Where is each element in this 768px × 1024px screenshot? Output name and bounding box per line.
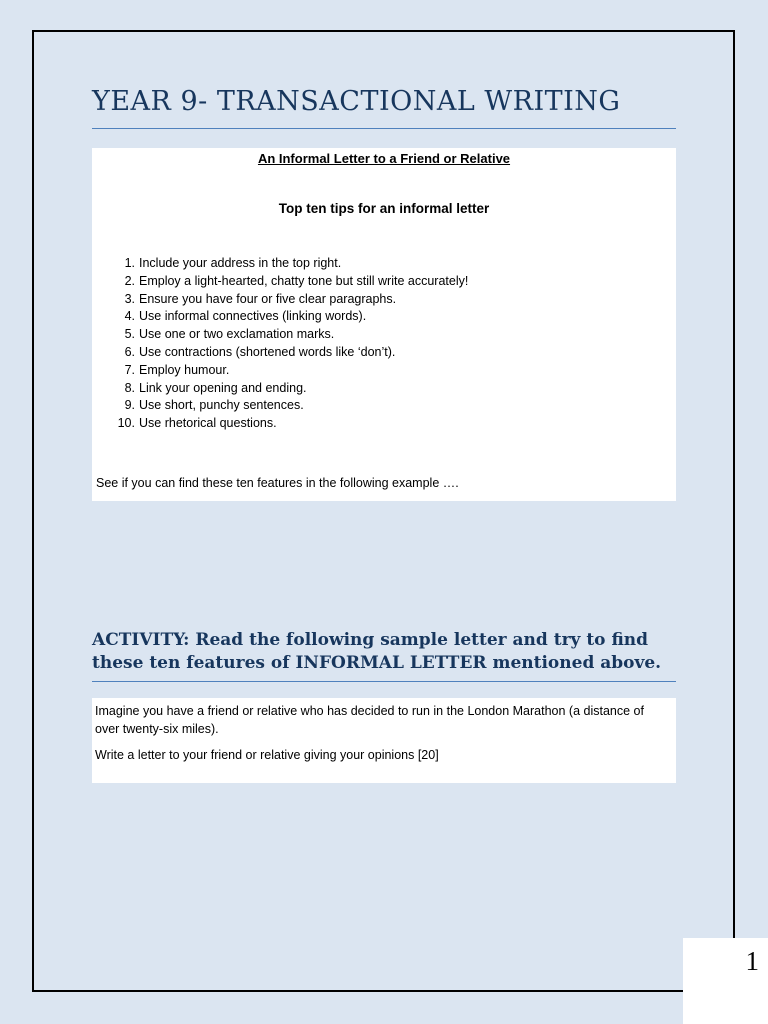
- list-item: [112, 380, 468, 398]
- list-item-text: Link your opening and ending.: [139, 380, 307, 395]
- list-item-number: 10.: [117, 416, 135, 431]
- list-item: [112, 308, 468, 326]
- tips-box: [92, 148, 676, 501]
- list-item: [112, 397, 468, 415]
- list-item: [112, 344, 468, 362]
- prompt-line: Imagine you have a friend or relative who has decided to run in the London Marathon (a distance of: [95, 704, 644, 718]
- list-item: [112, 273, 468, 291]
- list-item-text: Use short, punchy sentences.: [139, 398, 304, 413]
- list-item-number: 9.: [124, 398, 135, 413]
- list-item-number: 1.: [124, 256, 135, 270]
- activity-heading: [92, 629, 692, 675]
- list-item: [112, 291, 468, 309]
- page-title: YEAR 9- TRANSACTIONAL WRITING: [92, 86, 621, 117]
- list-item-text: Include your address in the top right.: [139, 256, 342, 270]
- list-item: [112, 255, 468, 273]
- list-item-text: Use contractions (shortened words like ‘don’t).: [139, 344, 396, 359]
- list-item-number: 3.: [124, 291, 135, 306]
- activity-line: ACTIVITY: Read the following sample letter and try to find: [92, 630, 649, 650]
- tips-subheading: Top ten tips for an informal letter: [278, 201, 490, 216]
- list-item-number: 6.: [124, 344, 135, 359]
- tips-footer: See if you can find these ten features in the following example ….: [96, 476, 459, 490]
- list-item-text: Ensure you have four or five clear paragraphs.: [139, 291, 397, 306]
- list-item: [112, 326, 468, 344]
- list-item-text: Use one or two exclamation marks.: [139, 327, 335, 342]
- list-item-text: Use rhetorical questions.: [139, 416, 277, 431]
- page-number: 1: [745, 946, 759, 976]
- tips-list: [112, 255, 468, 433]
- list-item-number: 7.: [124, 362, 135, 377]
- list-item: [112, 362, 468, 380]
- list-item: [112, 415, 468, 433]
- list-item-number: 2.: [124, 273, 135, 288]
- prompt-line: over twenty-six miles).: [95, 722, 219, 736]
- activity-divider: [92, 681, 676, 682]
- prompt-line: Write a letter to your friend or relative giving your opinions [20]: [95, 748, 439, 762]
- list-item-number: 8.: [124, 380, 135, 395]
- list-item-text: Employ a light-hearted, chatty tone but still write accurately!: [139, 273, 469, 288]
- list-item-number: 4.: [124, 309, 135, 324]
- task-prompt-box: [92, 698, 676, 783]
- tips-heading: An Informal Letter to a Friend or Relative: [257, 151, 511, 166]
- list-item-text: Use informal connectives (linking words).: [139, 309, 367, 324]
- list-item-text: Employ humour.: [139, 362, 230, 377]
- activity-line: these ten features of INFORMAL LETTER mentioned above.: [92, 653, 662, 673]
- title-divider: [92, 128, 676, 129]
- page-number-box: [683, 938, 768, 1024]
- list-item-number: 5.: [124, 327, 135, 342]
